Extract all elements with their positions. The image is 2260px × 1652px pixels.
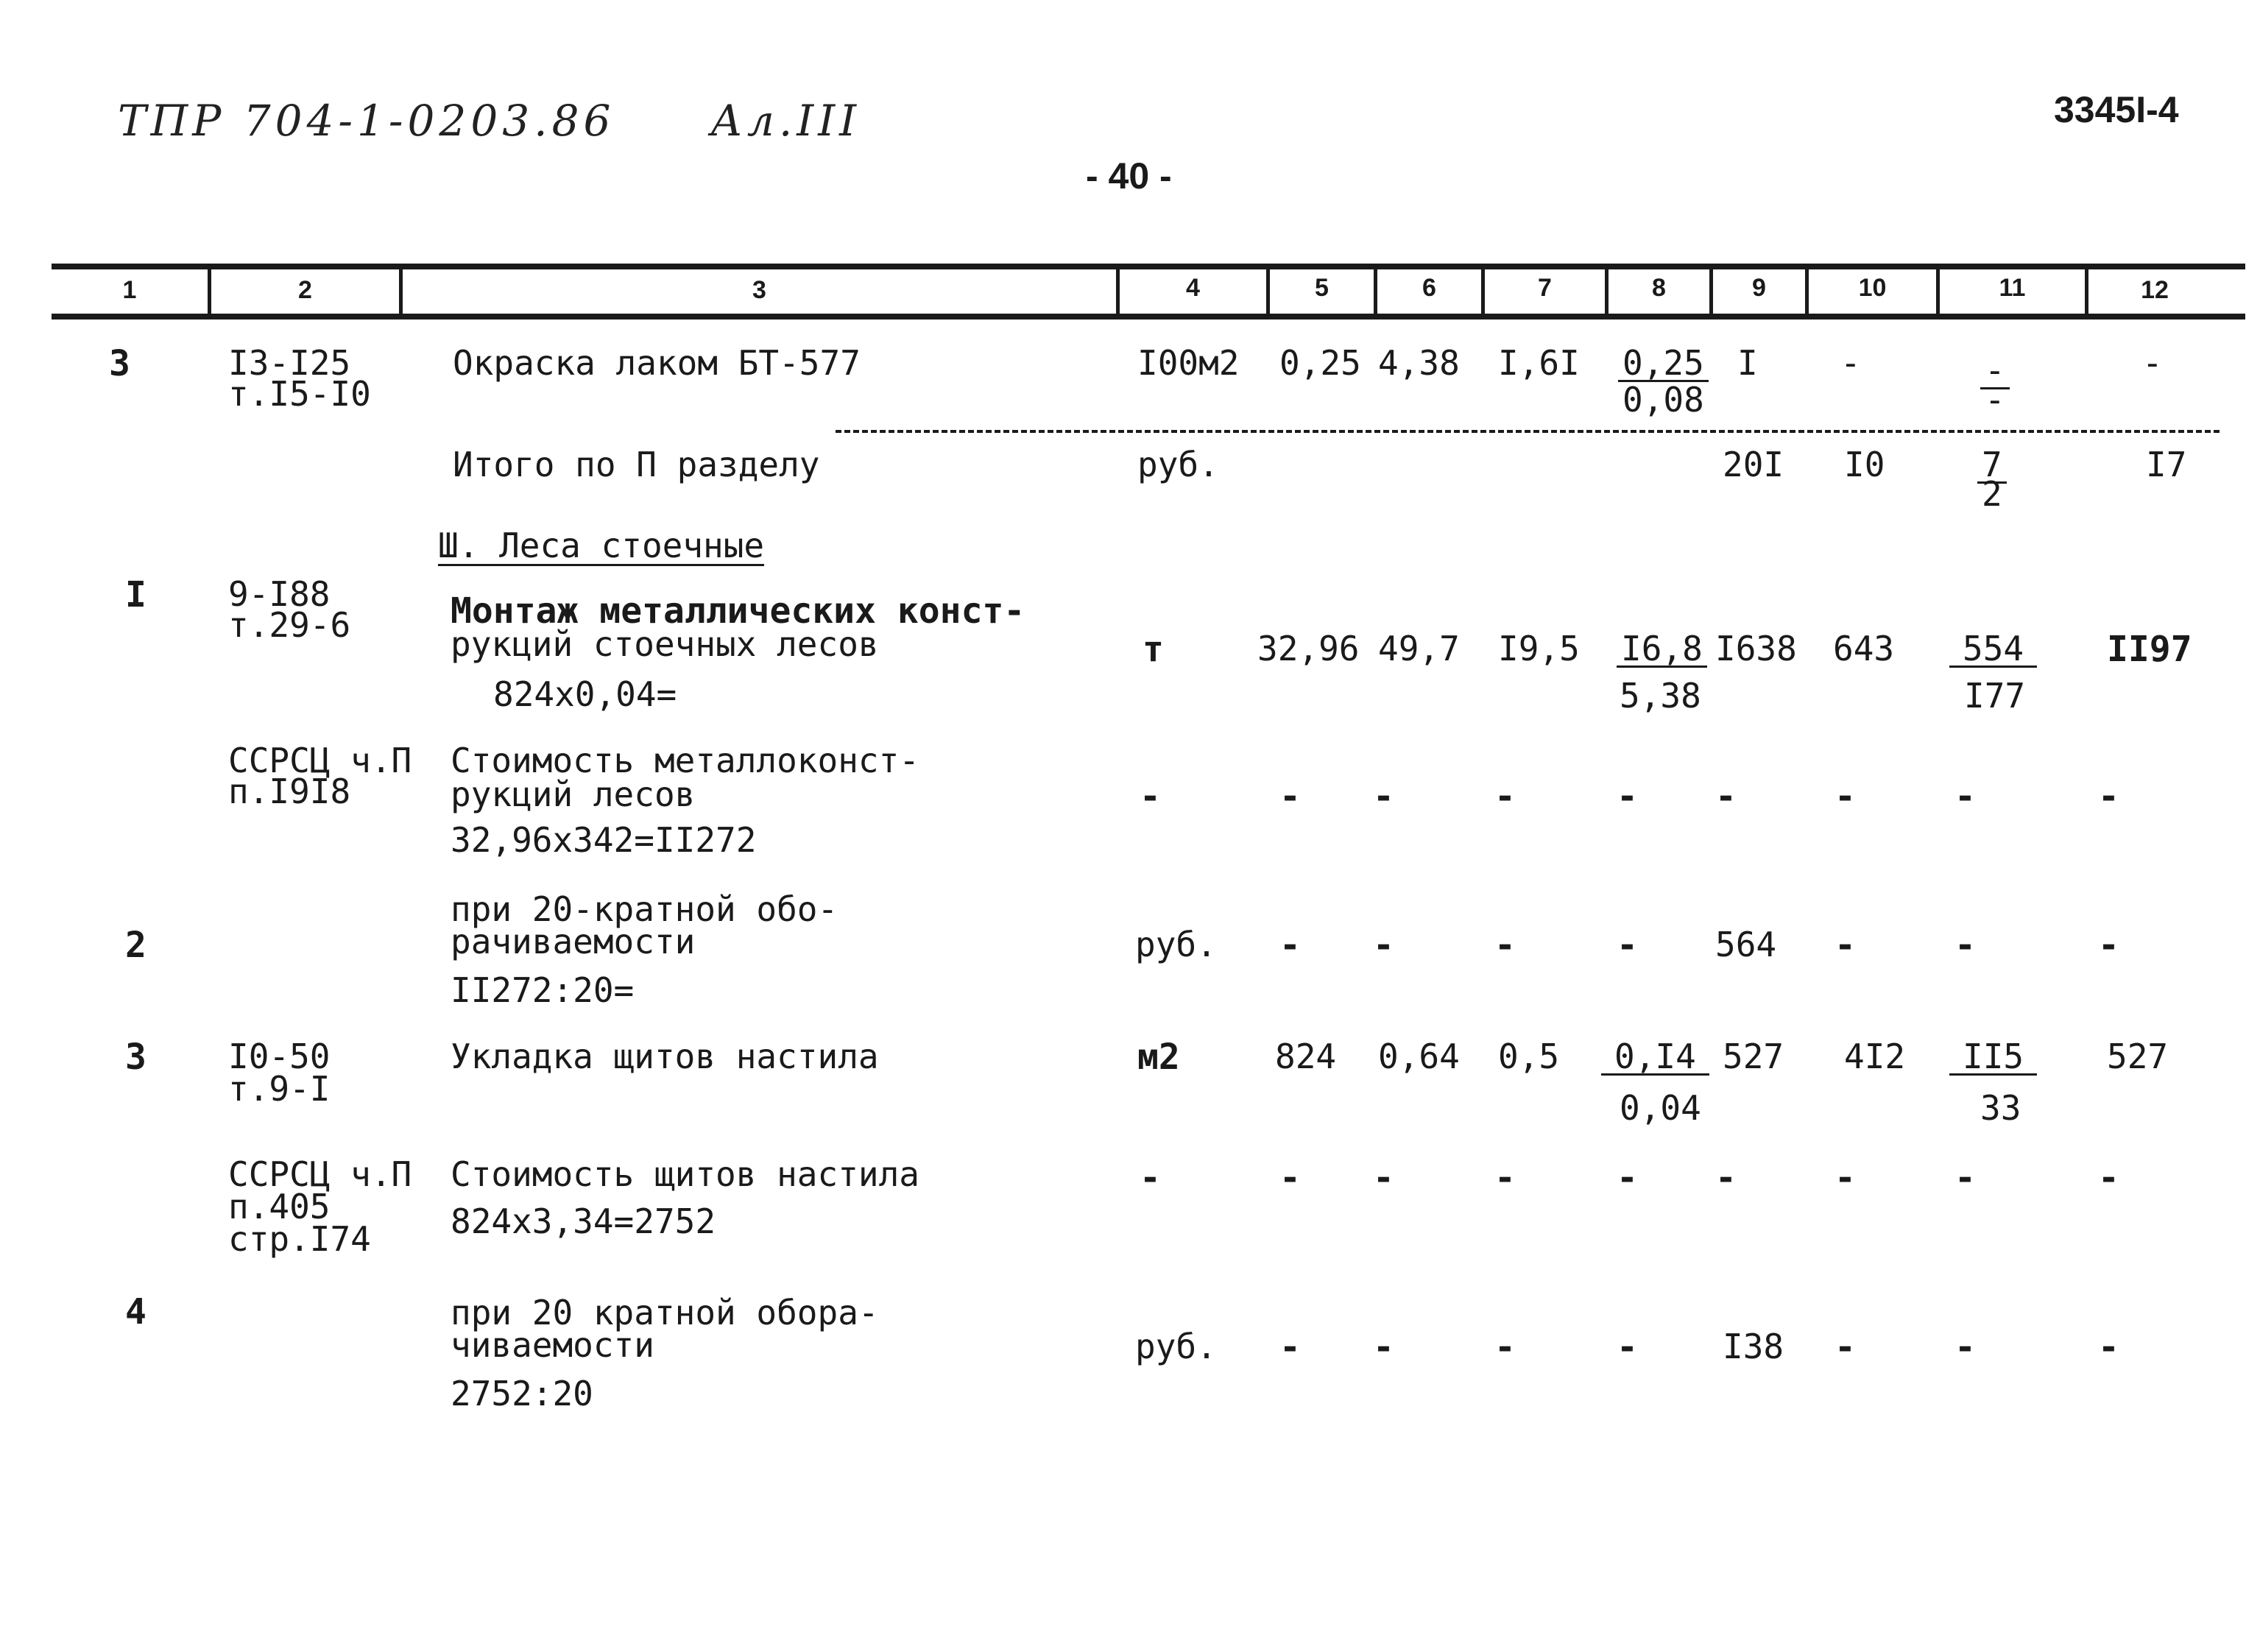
column-header-5: 5 <box>1315 274 1329 302</box>
dash-cell: - <box>1715 776 1737 817</box>
work-description: Окраска лаком БТ-577 <box>453 343 861 383</box>
total-wages: 643 <box>1833 629 1895 668</box>
column-header-7: 7 <box>1538 274 1552 302</box>
handwritten-album-code: Ал.III <box>710 96 861 146</box>
norm-code: ССРСЦ ч.П <box>228 741 412 780</box>
dash-cell: - <box>1494 1327 1516 1368</box>
dashed-subtotal-rule <box>836 430 2220 433</box>
total-cost: I38 <box>1723 1327 1784 1366</box>
dash-cell: - <box>1373 1157 1394 1199</box>
fraction-top: 554 <box>1949 632 2037 668</box>
unit-cost: 0,64 <box>1378 1037 1460 1076</box>
work-description: Монтаж металлических конст- <box>451 590 1025 632</box>
quantity: 824 <box>1275 1037 1337 1076</box>
total-machine-top <box>1949 629 2037 668</box>
column-header-9: 9 <box>1752 274 1766 302</box>
machine-cost-bottom: 5,38 <box>1620 676 1701 716</box>
dash-cell: - <box>1954 776 1976 817</box>
dash-cell: - <box>1494 776 1516 817</box>
row-number: 4 <box>125 1291 146 1332</box>
dash-cell: - <box>2098 925 2119 966</box>
handwritten-project-code: ТПР 704-1-0203.86 <box>118 96 615 146</box>
machine-cost-top <box>1618 343 1709 383</box>
dash-cell: - <box>1617 1327 1638 1368</box>
machine-cost-top <box>1617 629 1707 668</box>
total-machine-bottom: - <box>1985 380 2005 420</box>
dash-cell: - <box>1279 1157 1301 1199</box>
fraction-top: I6,8 <box>1617 632 1707 668</box>
total-wages: - <box>1840 343 1861 383</box>
work-description-cont: рукций лесов <box>451 774 696 814</box>
dash-cell: - <box>1494 1157 1516 1199</box>
unit-cost: 4,38 <box>1378 343 1460 383</box>
unit: руб. <box>1137 445 1219 484</box>
dash-cell: - <box>1140 1157 1161 1199</box>
dash-cell: - <box>1954 1327 1976 1368</box>
calculation: 824x0,04= <box>493 674 677 714</box>
total-machine-wages: - <box>2142 343 2163 383</box>
norm-code: 9-I88 <box>228 574 331 614</box>
total-machine-top <box>1949 1039 2037 1076</box>
calculation: II272:20= <box>451 970 635 1010</box>
work-description: при 20-кратной обо- <box>451 889 838 929</box>
fraction-top: 7 <box>1977 448 2007 484</box>
unit: руб. <box>1135 1327 1217 1366</box>
total-machine-bottom: 33 <box>1980 1088 2021 1128</box>
dash-cell: - <box>1835 1327 1856 1368</box>
table-header-bottom-rule <box>52 314 2245 320</box>
dash-cell: - <box>1835 776 1856 817</box>
wages-unit: I,6I <box>1498 343 1580 383</box>
norm-code: ССРСЦ ч.П <box>228 1154 412 1194</box>
dash-cell: - <box>1617 925 1638 966</box>
calculation: 824x3,34=2752 <box>451 1201 716 1241</box>
norm-code: I3-I25 <box>228 343 351 383</box>
total-cost: 564 <box>1715 925 1777 964</box>
total-machine-bottom: 2 <box>1982 474 2002 514</box>
unit-cost: 49,7 <box>1378 629 1460 668</box>
dash-cell: - <box>2098 776 2119 817</box>
row-number: 3 <box>125 1037 146 1078</box>
dash-cell: - <box>1279 1327 1301 1368</box>
dash-cell: - <box>2098 1327 2119 1368</box>
work-description: Укладка щитов настила <box>451 1037 879 1076</box>
machine-cost-top <box>1601 1039 1709 1076</box>
total-machine-bottom: I77 <box>1964 676 2026 716</box>
work-description-cont: чиваемости <box>451 1325 654 1365</box>
column-header-3: 3 <box>752 276 766 304</box>
fraction-top: 0,I4 <box>1601 1039 1709 1076</box>
unit: м2 <box>1137 1037 1180 1078</box>
dash-cell: - <box>1835 1157 1856 1199</box>
norm-table: т.29-6 <box>228 605 351 645</box>
column-header-6: 6 <box>1422 274 1436 302</box>
norm-table: п.405 <box>228 1187 331 1226</box>
machine-cost-bottom: 0,04 <box>1620 1088 1701 1128</box>
norm-table: п.I9I8 <box>228 772 351 811</box>
norm-code: I0-50 <box>228 1037 331 1076</box>
wages-unit: I9,5 <box>1498 629 1580 668</box>
column-header-1: 1 <box>122 276 137 304</box>
dash-cell: - <box>1954 925 1976 966</box>
dash-cell: - <box>2098 1157 2119 1199</box>
quantity: 0,25 <box>1279 343 1361 383</box>
total-cost: 527 <box>1723 1037 1784 1076</box>
unit: т <box>1143 629 1164 670</box>
total-cost: 20I <box>1723 445 1784 484</box>
total-machine-wages: 527 <box>2107 1037 2169 1076</box>
fraction-top: 0,25 <box>1618 346 1709 382</box>
work-description: при 20 кратной обора- <box>451 1293 879 1332</box>
total-wages: I0 <box>1844 445 1885 484</box>
page-number: - 40 - <box>1086 155 1172 197</box>
total-cost: I <box>1737 343 1758 383</box>
dash-cell: - <box>1494 925 1516 966</box>
column-header-10: 10 <box>1858 274 1887 302</box>
fraction-top: II5 <box>1949 1039 2037 1076</box>
dash-cell: - <box>1373 776 1394 817</box>
document-number: 3345I-4 <box>2054 89 2179 130</box>
total-cost: I638 <box>1715 629 1797 668</box>
total-machine-wages: I7 <box>2146 445 2187 484</box>
unit: руб. <box>1135 925 1217 964</box>
wages-unit: 0,5 <box>1498 1037 1560 1076</box>
work-description-cont: рачиваемости <box>451 922 696 961</box>
column-header-11: 11 <box>1999 274 2026 302</box>
norm-table: т.9-I <box>228 1069 331 1109</box>
dash-cell: - <box>1279 776 1301 817</box>
dash-cell: - <box>1617 1157 1638 1199</box>
table-top-rule <box>52 264 2245 269</box>
work-description: Стоимость металлоконст- <box>451 741 919 780</box>
dash-cell: - <box>1617 776 1638 817</box>
row-number: 2 <box>125 925 146 966</box>
dash-cell: - <box>1373 1327 1394 1368</box>
fraction-top: - <box>1980 353 2010 389</box>
norm-page: стр.I74 <box>228 1219 371 1259</box>
calculation: 2752:20 <box>451 1374 593 1413</box>
work-description: Стоимость щитов настила <box>451 1154 919 1194</box>
section-title: Ш. Леса стоечные <box>438 526 765 565</box>
column-header-4: 4 <box>1186 274 1200 302</box>
dash-cell: - <box>1954 1157 1976 1199</box>
dash-cell: - <box>1279 925 1301 966</box>
dash-cell: - <box>1140 776 1161 817</box>
dash-cell: - <box>1715 1157 1737 1199</box>
dash-cell: - <box>1835 925 1856 966</box>
total-machine-wages: II97 <box>2107 629 2192 670</box>
machine-cost-bottom: 0,08 <box>1622 380 1704 420</box>
total-wages: 4I2 <box>1844 1037 1906 1076</box>
work-description-cont: рукций стоечных лесов <box>451 624 879 664</box>
calculation: 32,96x342=II272 <box>451 820 757 860</box>
unit: I00м2 <box>1137 343 1240 383</box>
norm-table: т.I5-I0 <box>228 374 371 414</box>
subtotal-label: Итого по П разделу <box>453 445 820 484</box>
dash-cell: - <box>1373 925 1394 966</box>
row-number: I <box>125 574 146 615</box>
column-header-12: 12 <box>2141 276 2169 304</box>
column-header-8: 8 <box>1652 274 1666 302</box>
quantity: 32,96 <box>1257 629 1360 668</box>
row-number: 3 <box>109 343 130 384</box>
column-header-2: 2 <box>298 276 312 304</box>
